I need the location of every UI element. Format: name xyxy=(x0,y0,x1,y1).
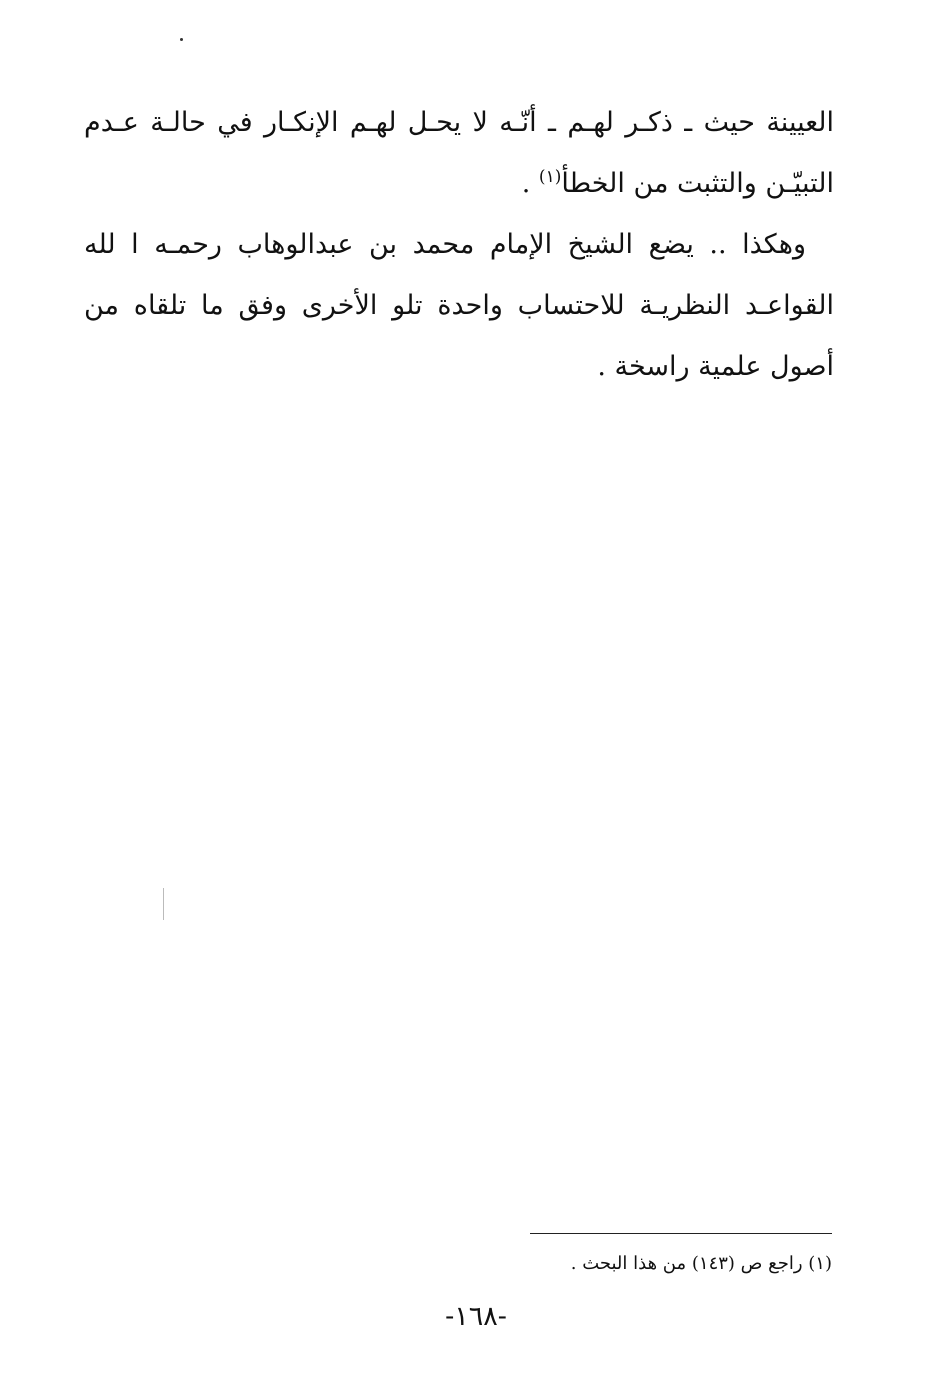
paragraph-text: العيينة حيث ـ ذكـر لهـم ـ أنّـه لا يحـل لهـم الإنكـار في حالـة عـدم التبيّـن والتثبت من الخطأ xyxy=(84,107,834,199)
paragraph xyxy=(84,92,834,214)
footnote-reference: (١) xyxy=(538,167,562,187)
page-number: -١٦٨- xyxy=(445,1301,507,1332)
footnote: (١) راجع ص (١٤٣) من هذا البحث . xyxy=(570,1253,832,1274)
scan-speck xyxy=(180,38,183,41)
scan-mark xyxy=(163,888,164,920)
footnote-separator xyxy=(530,1233,832,1234)
paragraph: وهكذا .. يضع الشيخ الإمام محمد بن عبدالوهاب رحمـه ا لله القواعـد النظريـة للاحتساب واحدة تلو الأخرى وفق ما تلقاه من أصول علمية راسخة . xyxy=(84,229,834,382)
body-text xyxy=(84,92,834,397)
paragraph-end: . xyxy=(521,168,539,199)
